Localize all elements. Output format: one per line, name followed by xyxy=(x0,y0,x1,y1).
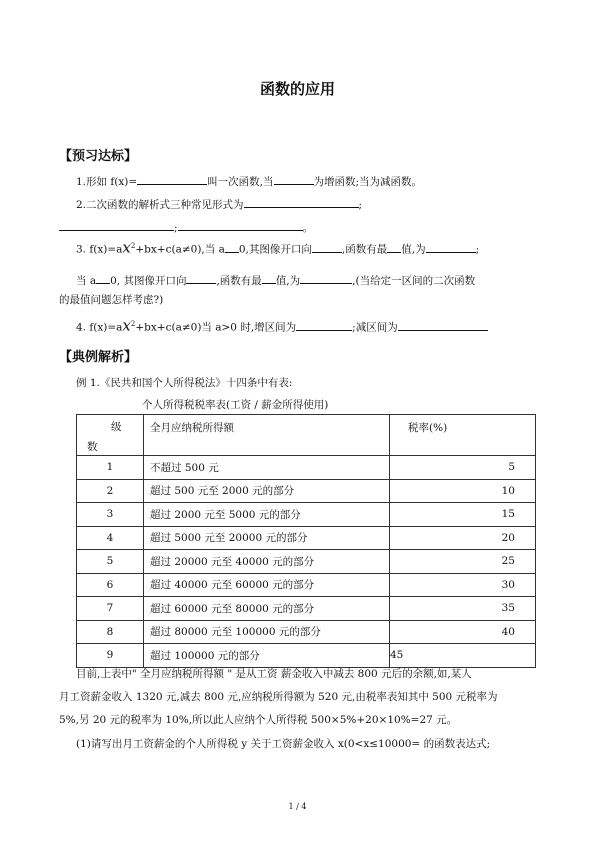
q3-text-g: 当 a xyxy=(76,275,97,287)
header-income: 全月应纳税所得额 xyxy=(144,415,390,456)
q4-text-a: 4. f(x)=a xyxy=(76,321,123,334)
q3-text-a: 3. f(x)=a xyxy=(76,243,123,256)
example-intro: 例 1.《民共和国个人所得税法》十四条中有表: xyxy=(76,377,293,389)
cell-level: 4 xyxy=(77,526,144,550)
table-row xyxy=(77,456,536,480)
q4-text-b: +bx+c(a≠0)当 a>0 时,增区间为 xyxy=(135,321,297,334)
answer-blank xyxy=(426,242,476,253)
answer-blank xyxy=(262,273,276,284)
q2-text-b: ; xyxy=(358,199,363,211)
cell-income: 超过 20000 元至 40000 元的部分 xyxy=(144,550,390,574)
header-rate: 税率(%) xyxy=(390,415,536,456)
cell-rate: 35 xyxy=(390,597,536,621)
q1-text-c: 为增函数;当为减函数。 xyxy=(313,176,423,188)
table-row xyxy=(77,573,536,597)
cell-income: 超过 2000 元至 5000 元的部分 xyxy=(144,503,390,527)
answer-blank xyxy=(387,242,401,253)
cell-income: 超过 80000 元至 100000 元的部分 xyxy=(144,620,390,644)
preview-question-2 xyxy=(76,197,362,212)
answer-blank xyxy=(244,197,359,208)
example-paragraph-line-2: 月工资薪金收入 1320 元,减去 800 元,应纳税所得额为 520 元,由税率表知其中 500 元税率为 xyxy=(59,691,498,703)
answer-blank xyxy=(296,320,352,331)
header-level-a: 级 xyxy=(111,421,122,433)
cell-level: 2 xyxy=(77,479,144,503)
q3-text-k: ,(当给定一区间的二次函数 xyxy=(352,275,476,287)
cell-income: 超过 5000 元至 20000 元的部分 xyxy=(144,526,390,550)
cell-rate: 45 xyxy=(390,644,536,668)
q3-text-d: ,函数有最 xyxy=(341,243,388,256)
table-row xyxy=(77,526,536,550)
preview-question-2-cont xyxy=(59,220,313,235)
answer-blank xyxy=(59,220,174,231)
cell-income: 超过 500 元至 2000 元的部分 xyxy=(144,479,390,503)
table-row xyxy=(77,479,536,503)
cell-rate: 40 xyxy=(390,620,536,644)
q4-variable-x: x xyxy=(122,316,131,335)
q3-text-h: 0, 其图像开口向 xyxy=(110,275,187,287)
q3-text-c: 0,其图像开口向 xyxy=(238,243,312,256)
table-row xyxy=(77,644,536,668)
cell-rate: 15 xyxy=(390,503,536,527)
table-row xyxy=(77,503,536,527)
q3-text-b: +bx+c(a≠0),当 a xyxy=(135,243,225,256)
preview-question-1 xyxy=(76,174,422,189)
cell-rate: 30 xyxy=(390,573,536,597)
table-header-row xyxy=(77,415,536,456)
answer-blank xyxy=(300,273,352,284)
example-question-1: (1)请写出月工资薪金的个人所得税 y 关于工资薪金收入 x(0<x≤10000= 的函数表达式; xyxy=(76,738,491,750)
cell-rate: 25 xyxy=(390,550,536,574)
answer-blank xyxy=(225,242,239,253)
answer-blank xyxy=(137,174,207,185)
cell-income: 超过 100000 元的部分 xyxy=(144,644,390,668)
preview-question-3 xyxy=(76,240,479,257)
preview-question-3-note: 的最值问题怎样考虑?) xyxy=(59,294,164,306)
cell-rate: 5 xyxy=(390,456,536,480)
page-number: 1 / 4 xyxy=(288,802,307,811)
page-title: 函数的应用 xyxy=(259,80,335,98)
answer-blank xyxy=(96,273,110,284)
header-level-b: 数 xyxy=(87,441,98,453)
answer-blank xyxy=(186,273,216,284)
table-row xyxy=(77,550,536,574)
q2-text-d: 。 xyxy=(302,222,314,234)
cell-level: 5 xyxy=(77,550,144,574)
example-paragraph-line-1: 目前,上表中" 全月应纳税所得额 " 是从工资 薪金收入中减去 800 元后的余额,如,某人 xyxy=(76,668,472,680)
answer-blank xyxy=(274,174,314,185)
cell-income: 不超过 500 元 xyxy=(144,456,390,480)
preview-question-4 xyxy=(76,318,488,335)
answer-blank xyxy=(398,320,488,331)
answer-blank xyxy=(178,220,303,231)
q4-text-c: ;减区间为 xyxy=(352,321,398,334)
table-row xyxy=(77,597,536,621)
cell-rate: 20 xyxy=(390,526,536,550)
cell-level: 6 xyxy=(77,573,144,597)
q2-text-c: ; xyxy=(174,222,178,234)
tax-rate-table xyxy=(76,414,536,668)
cell-level: 7 xyxy=(77,597,144,621)
answer-blank xyxy=(312,242,342,253)
cell-level: 3 xyxy=(77,503,144,527)
section-heading-preview: 【预习达标】 xyxy=(59,149,138,164)
section-heading-examples: 【典例解析】 xyxy=(59,350,138,365)
q1-text-b: 叫一次函数,当 xyxy=(207,176,274,188)
q1-text-a: 1.形如 f(x)= xyxy=(76,176,138,188)
cell-rate: 10 xyxy=(390,479,536,503)
cell-level: 1 xyxy=(77,456,144,480)
table-caption: 个人所得税税率表(工资 / 薪金所得使用) xyxy=(142,399,329,411)
cell-level: 8 xyxy=(77,620,144,644)
q3-text-f: ; xyxy=(475,243,480,256)
example-paragraph-line-3: 5%,另 20 元的税率为 10%,所以此人应纳个人所得税 500×5%+20×10%=27 元。 xyxy=(59,714,458,726)
q3-text-e: 值,为 xyxy=(401,243,426,256)
table-row xyxy=(77,620,536,644)
cell-income: 超过 60000 元至 80000 元的部分 xyxy=(144,597,390,621)
q4-exponent: 2 xyxy=(130,320,136,328)
q3-variable-x: x xyxy=(122,238,131,257)
q3-exponent: 2 xyxy=(130,242,136,250)
preview-question-3-cont xyxy=(76,273,475,288)
cell-income: 超过 40000 元至 60000 元的部分 xyxy=(144,573,390,597)
header-level xyxy=(77,415,144,456)
q3-text-j: 值,为 xyxy=(275,275,301,287)
cell-level: 9 xyxy=(77,644,144,668)
q2-text-a: 2.二次函数的解析式三种常见形式为 xyxy=(76,199,244,211)
q3-text-i: ,函数有最 xyxy=(216,275,262,287)
